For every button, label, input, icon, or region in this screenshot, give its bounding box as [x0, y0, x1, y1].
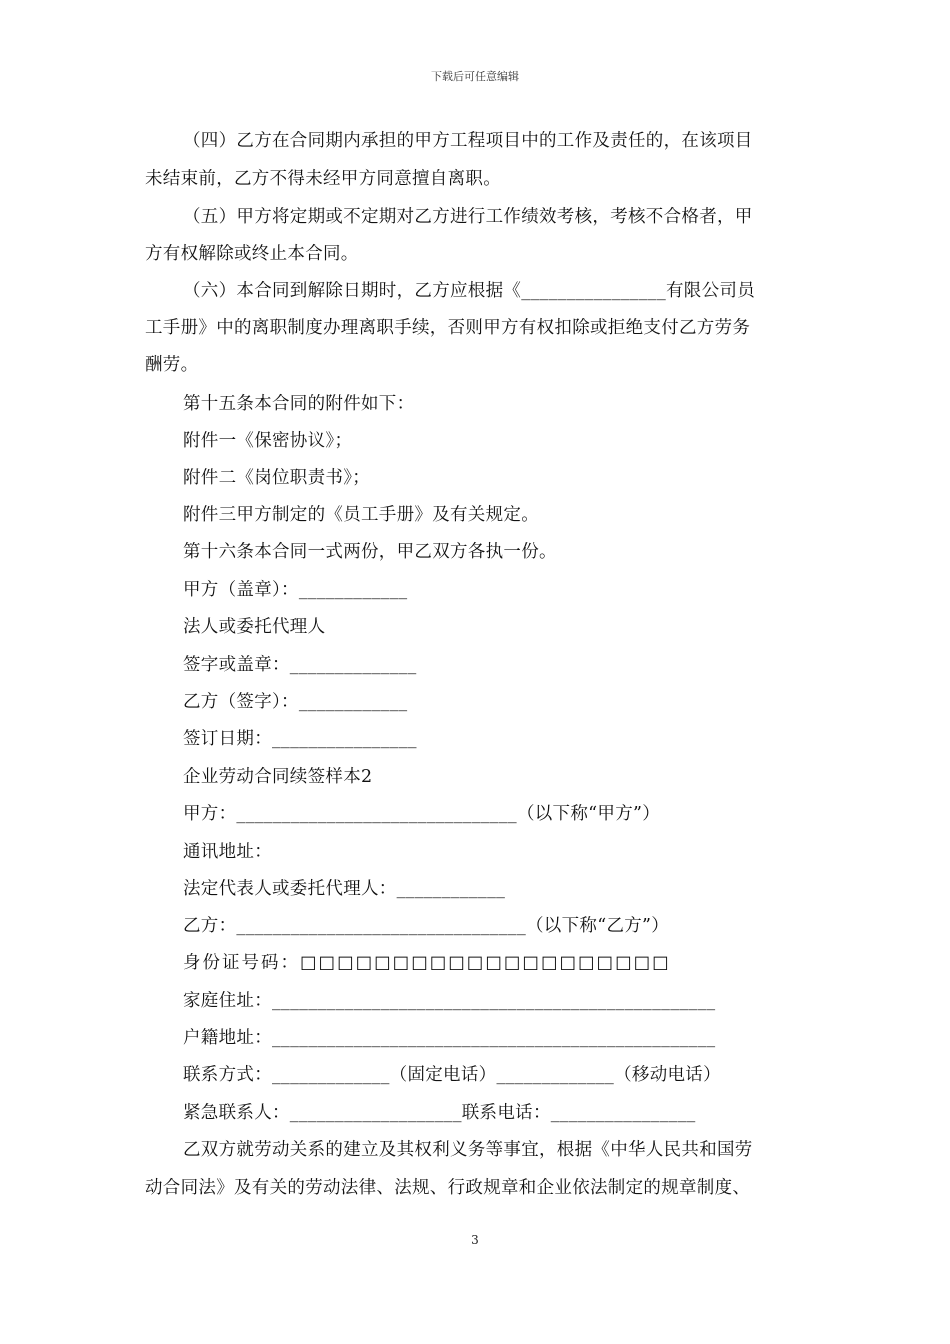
clause-5-line-1: （五）甲方将定期或不定期对乙方进行工作绩效考核，考核不合格者，甲	[183, 207, 753, 227]
intro-line-1: 乙双方就劳动关系的建立及其权利义务等事宜，根据《中华人民共和国劳	[183, 1140, 753, 1160]
emergency-contact-field: 紧急联系人：___________________联系电话：________________	[183, 1103, 696, 1123]
party-b-sign-field: 乙方（签字）：____________	[183, 692, 408, 712]
article-15: 第十五条本合同的附件如下：	[183, 394, 415, 414]
clause-6-line-3: 酬劳。	[145, 355, 199, 375]
page-header: 下载后可任意编辑	[431, 70, 519, 83]
attachment-3: 附件三甲方制定的《员工手册》及有关规定。	[183, 505, 539, 525]
clause-4-line-1: （四）乙方在合同期内承担的甲方工程项目中的工作及责任的，在该项目	[183, 131, 753, 151]
page-number: 3	[471, 1233, 479, 1247]
party-b-field: 乙方：________________________________（以下称“乙方”）	[183, 916, 670, 936]
contact-field: 联系方式：_____________（固定电话）_____________（移动电话）	[183, 1065, 721, 1085]
address-field: 通讯地址：	[183, 842, 272, 862]
clause-6-line-2: 工手册》中的离职制度办理离职手续，否则甲方有权扣除或拒绝支付乙方劳务	[145, 318, 751, 338]
household-address-field: 户籍地址：_________________________________________________	[183, 1028, 716, 1048]
legal-rep-label: 法人或委托代理人	[183, 617, 326, 637]
legal-rep-field: 法定代表人或委托代理人：____________	[183, 879, 506, 899]
clause-6-line-1: （六）本合同到解除日期时，乙方应根据《________________有限公司员	[183, 281, 755, 301]
party-a-seal-field: 甲方（盖章）：____________	[183, 580, 408, 600]
clause-4-line-2: 未结束前，乙方不得未经甲方同意擅自离职。	[145, 169, 501, 189]
sign-or-seal-field: 签字或盖章：______________	[183, 655, 417, 675]
sample-title: 企业劳动合同续签样本2	[183, 767, 373, 787]
id-number-field: 身份证号码：□□□□□□□□□□□□□□□□□□□□	[183, 953, 671, 973]
sign-date-field: 签订日期：________________	[183, 729, 417, 749]
home-address-field: 家庭住址：_________________________________________________	[183, 991, 716, 1011]
article-16: 第十六条本合同一式两份，甲乙双方各执一份。	[183, 542, 557, 562]
attachment-1: 附件一《保密协议》；	[183, 431, 353, 451]
clause-5-line-2: 方有权解除或终止本合同。	[145, 244, 359, 264]
attachment-2: 附件二《岗位职责书》；	[183, 468, 371, 488]
party-a-field: 甲方：_______________________________（以下称“甲方”）	[183, 804, 661, 824]
intro-line-2: 动合同法》及有关的劳动法律、法规、行政规章和企业依法制定的规章制度、	[145, 1178, 751, 1198]
